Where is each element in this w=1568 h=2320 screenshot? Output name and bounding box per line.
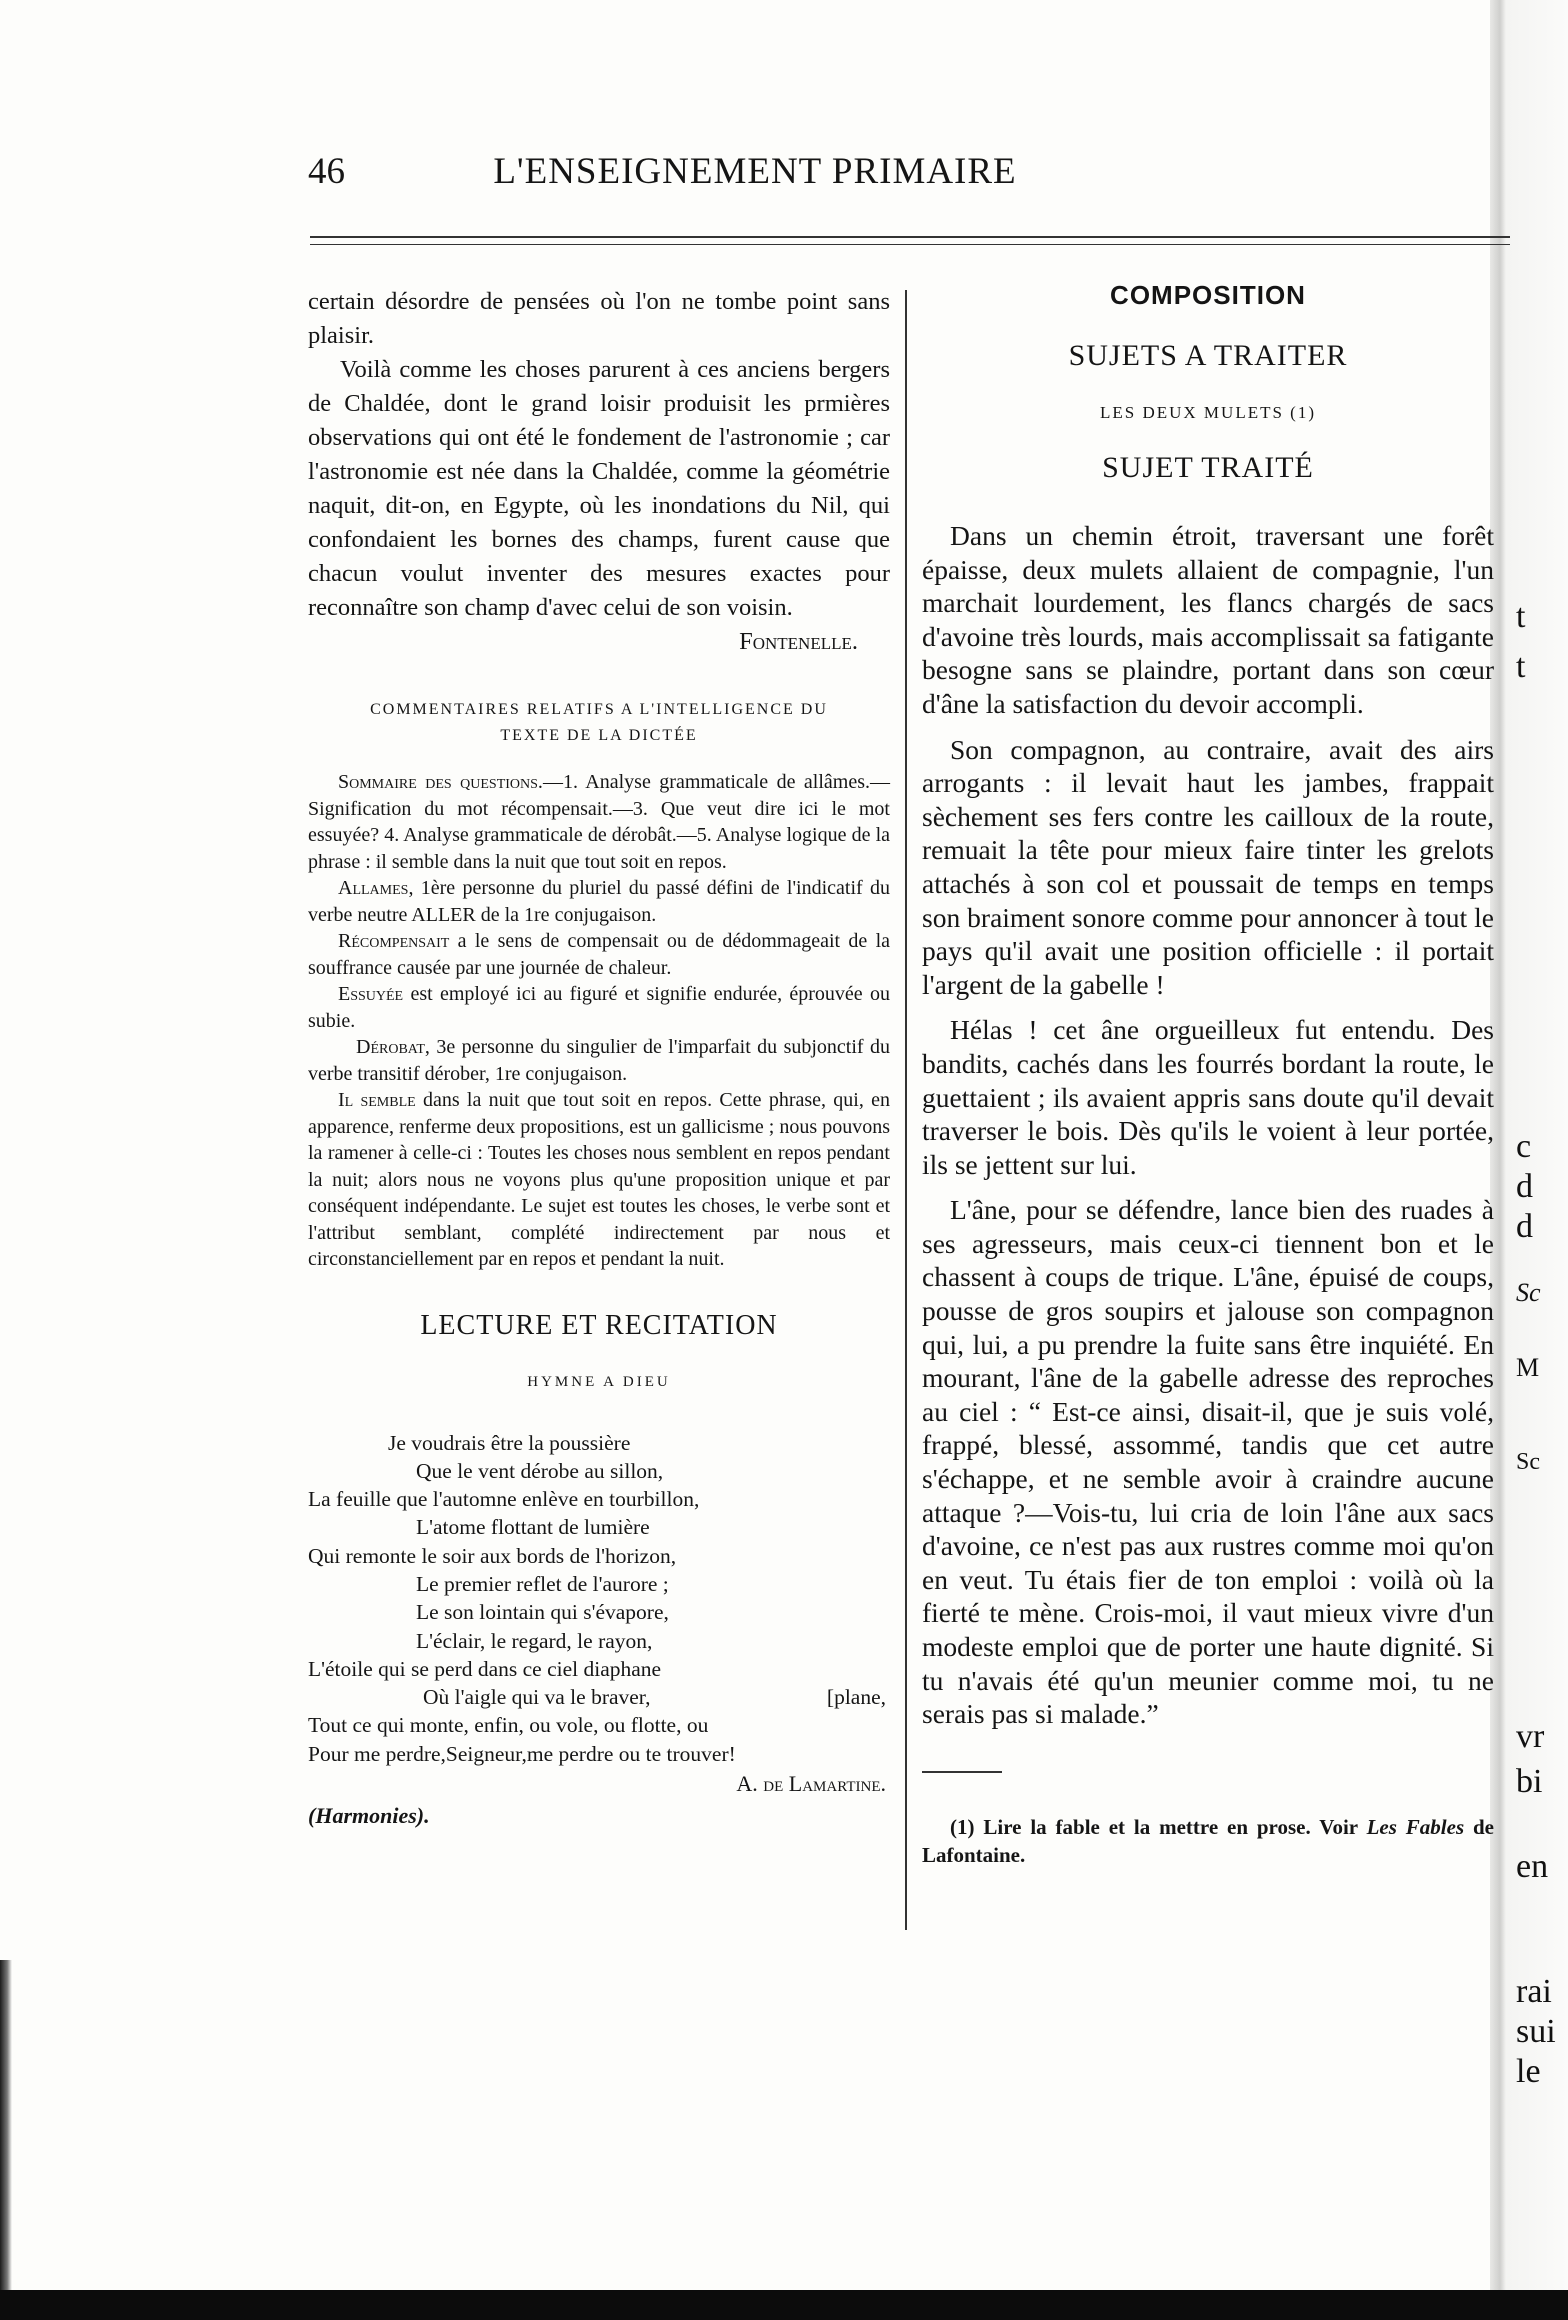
footnote-rule	[922, 1771, 1002, 1773]
edge-fragment: t	[1516, 598, 1526, 635]
edge-fragment: bi	[1516, 1763, 1543, 1800]
paragraph: Dans un chemin étroit, traversant une forêt épaisse, deux mulets allaient de compagnie, l'un marchait lourdement, les flancs chargés de sacs d'avoine très lourds, mais accomplissait sa fatigante besogne sans se plaindre, portant dans son cœur d'âne la satisfaction du devoir accompli.	[922, 520, 1494, 719]
edge-fragment: rai	[1516, 1973, 1552, 2010]
edge-fragment: d	[1516, 1208, 1533, 1245]
edge-fragment: Sc	[1516, 1449, 1540, 1475]
scan-bottom-border	[0, 2290, 1568, 2320]
sujets-heading: SUJETS A TRAITER	[1068, 339, 1348, 372]
poem-line: Que le vent dérobe au sillon,	[416, 1458, 664, 1483]
composition-heading: COMPOSITION	[1110, 280, 1306, 310]
page-number: 46	[308, 151, 345, 192]
poem-line: Tout ce qui monte, enfin, ou vole, ou flotte, ou	[308, 1713, 709, 1738]
commentary-item: Essuyée est employé ici au figuré et signifie endurée, éprouvée ou subie.	[308, 983, 890, 1032]
adjacent-page-edge	[1490, 0, 1568, 2320]
edge-fragment: Sc	[1516, 1278, 1541, 1307]
paragraph: Voilà comme les choses parurent à ces anciens bergers de Chaldée, dont le grand loisir produisit les prmières observations qui ont été le fondement de l'astronomie ; car l'astronomie est née dans la Chaldée, comme la géométrie naquit, dit-on, en Egypte, où les inondations du Nil, qui confondaient les bornes des champs, furent cause que chacun voulut inventer des mesures exactes pour reconnaître son champ d'avec celui de son voisin.	[308, 356, 890, 621]
poem-author: A. de Lamartine.	[736, 1771, 886, 1797]
commentary-item: Récompensait a le sens de compensait ou de dédommageait de la souffrance causée par une journée de chaleur.	[308, 930, 890, 979]
composition-text	[922, 519, 1494, 1731]
header-rule-thin	[310, 244, 1510, 245]
paragraph: Son compagnon, au contraire, avait des airs arrogants : il levait haut les jambes, frappait sèchement ses fers contre les cailloux de la route, remuait la tête pour mieux faire tinter les grelots attachés à son col et poussait de temps en temps son braiment sonore comme pour annoncer à tout le pays qu'il avait une position officielle : il portait l'argent de la gabelle !	[922, 733, 1494, 1000]
poem-line: Le premier reflet de l'aurore ;	[416, 1571, 669, 1596]
header-rule	[310, 236, 1510, 238]
poem-line: Qui remonte le soir aux bords de l'horizon,	[308, 1543, 677, 1568]
poem-line: Pour me perdre,Seigneur,me perdre ou te trouver!	[308, 1741, 736, 1766]
running-head: L'ENSEIGNEMENT PRIMAIRE	[493, 151, 1017, 192]
right-column	[922, 280, 1494, 1869]
edge-fragment: t	[1516, 648, 1526, 685]
poem-line: La feuille que l'automne enlève en tourbillon,	[308, 1487, 700, 1512]
edge-fragment: M	[1516, 1353, 1540, 1382]
poem-turnover: [plane,	[826, 1685, 886, 1710]
poem-line: L'étoile qui se perd dans ce ciel diaphane	[308, 1656, 662, 1681]
poem-line: Où l'aigle qui va le braver, [plane,	[308, 1683, 890, 1711]
edge-fragment: d	[1516, 1168, 1533, 1205]
commentary-item: Sommaire des questions.—1. Analyse grammaticale de allâmes.—Signification du mot récompensait.—3. Que veut dire ici le mot essuyée? 4. Analyse grammaticale de dérobât.—5. Analyse logique de la phrase : il semble dans la nuit que tout soit en repos.	[308, 771, 890, 873]
binding-shadow	[0, 1960, 12, 2290]
commentary-title: COMMENTAIRES RELATIFS A L'INTELLIGENCE DU TEXTE DE LA DICTÉE	[370, 701, 828, 744]
page-header	[300, 150, 1210, 200]
poem-line: Le son lointain qui s'évapore,	[416, 1600, 669, 1625]
poem-line: Je voudrais être la poussière	[388, 1430, 631, 1455]
edge-fragment: en	[1516, 1848, 1549, 1885]
continued-paragraph: certain désordre de pensées où l'on ne tombe point sans plaisir.	[308, 288, 890, 349]
poem-line: L'éclair, le regard, le rayon,	[416, 1628, 653, 1653]
column-divider	[905, 290, 907, 1930]
sujet-traite-heading: SUJET TRAITÉ	[1102, 451, 1314, 484]
left-column	[308, 285, 890, 1831]
poem-source: (Harmonies).	[308, 1803, 430, 1829]
commentary-item: Dérobat, 3e personne du singulier de l'imparfait du subjonctif du verbe transitif dérober, 1re conjugaison.	[308, 1036, 890, 1085]
commentary-body	[308, 769, 890, 1273]
paragraph: L'âne, pour se défendre, lance bien des ruades à ses agresseurs, mais ceux-ci tiennent bon et le chassent à coups de trique. L'âne, épuisé de coups, pousse de gros soupirs et jalouse son compagnon qui, lui, a pu prendre la fuite sans être inquiété. En mourant, l'âne de la gabelle adresse des reproches au ciel : “ Est-ce ainsi, disait-il, que je suis volé, frappé, blessé, assommé, tandis que cet autre s'échappe, et ne semble avoir à craindre aucune attaque ?—Vois-tu, lui cria de loin l'âne aux sacs d'avoine, ce n'est pas aux rustres comme moi qu'on en veut. Tu étais fier de ton emploi : voilà où la fierté te mène. Crois-moi, il vaut mieux vivre d'un modeste emploi que de porter une haute dignité. Si tu n'avais été qu'un meunier comme moi, tu ne serais pas si malade.”	[922, 1194, 1494, 1730]
footnote: (1) Lire la fable et la mettre en prose. Voir Les Fables de Lafontaine.	[922, 1814, 1495, 1867]
author-signature: Fontenelle.	[739, 628, 858, 655]
edge-fragment: c	[1516, 1128, 1532, 1165]
paragraph: Hélas ! cet âne orgueilleux fut entendu. Des bandits, cachés dans les fourrés bordant la route, le guettaient ; ils avaient appris sans doute qu'il devait traverser le bois. Dès qu'ils le voient à leur portée, ils se jettent sur lui.	[922, 1014, 1494, 1180]
commentary-item: Allames, 1ère personne du pluriel du passé défini de l'indicatif du verbe neutre ALLER de la 1re conjugaison.	[308, 877, 890, 926]
poem	[308, 1429, 890, 1831]
edge-fragment: sui	[1516, 2013, 1556, 2050]
lecture-title: LECTURE ET RECITATION	[420, 1309, 778, 1341]
fable-title: LES DEUX MULETS (1)	[1099, 403, 1316, 422]
edge-fragment: vr	[1516, 1718, 1545, 1755]
hymn-title: HYMNE A DIEU	[527, 1373, 671, 1390]
edge-fragment: le	[1516, 2053, 1541, 2090]
poem-line: L'atome flottant de lumière	[416, 1515, 650, 1540]
commentary-item: Il semble dans la nuit que tout soit en repos. Cette phrase, qui, en apparence, renferme deux propositions, est un gallicisme ; nous pouvons la ramener à celle-ci : Toutes les choses nous semblent en repos pendant la nuit; alors nous ne voyons plus qu'une proposition unique et par conséquent indépendante. Le sujet est toutes les choses, le verbe sont et l'attribut semblant, complété indirectement par nous et circonstanciellement par en repos et pendant la nuit.	[308, 1089, 890, 1270]
